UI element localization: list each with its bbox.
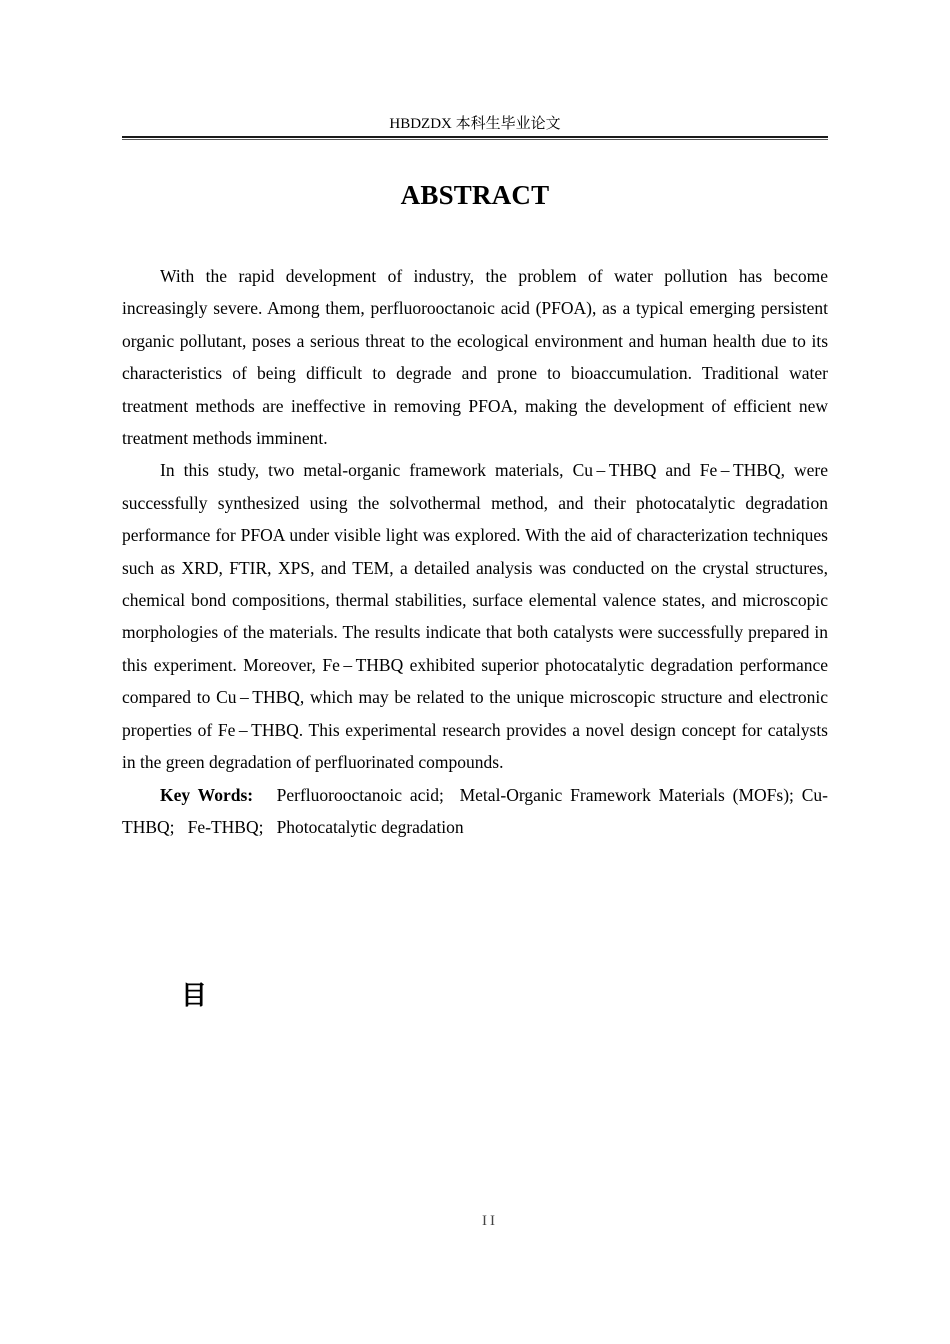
page-number: II — [482, 1213, 498, 1229]
abstract-paragraph-2: In this study, two metal-organic framework materials, Cu – THBQ and Fe – THBQ, were successfully synthesized using the solvothermal method, and their photocatalytic degradation performance for PFOA under visible light was explored. With the aid of characterization techniques such as XRD, FTIR, XPS, and TEM, a detailed analysis was conducted on the crystal structures, chemical bond compositions, thermal stabilities, surface elemental valence states, and microscopic morphologies of the materials. The results indicate that both catalysts were successfully prepared in this experiment. Moreover, Fe – THBQ exhibited superior photocatalytic degradation performance compared to Cu – THBQ, which may be related to the unique microscopic structure and electronic properties of Fe – THBQ. This experimental research provides a novel design concept for catalysts in the green degradation of perfluorinated compounds. — [122, 460, 828, 773]
abstract-body — [122, 260, 828, 843]
keyword-item: Fe-THBQ; — [187, 816, 264, 837]
keywords-paragraph — [122, 779, 828, 844]
keyword-item: Cu-THBQ; — [122, 784, 828, 837]
header-rule-thick — [122, 136, 828, 138]
header-rule — [122, 136, 828, 140]
keyword-item: Perfluorooctanoic acid; — [276, 784, 444, 805]
keywords-label: Key Words: — [160, 784, 254, 805]
table-of-contents-heading: 目 — [181, 981, 208, 1011]
running-header: HBDZDX 本科生毕业论文 — [389, 116, 561, 132]
abstract-paragraph-1: With the rapid development of industry, the problem of water pollution has become increasingly severe. Among them, perfluorooctanoic acid (PFOA), as a typical emerging persistent organic pollutant, poses a serious threat to the ecological environment and human health due to its characteristics of being difficult to degrade and prone to bioaccumulation. Traditional water treatment methods are ineffective in removing PFOA, making the development of efficient new treatment methods imminent. — [122, 266, 828, 449]
header-rule-thin — [122, 139, 828, 140]
keyword-item: Photocatalytic degradation — [276, 816, 464, 837]
abstract-title: ABSTRACT — [400, 180, 550, 210]
keyword-item: Metal-Organic Framework Materials (MOFs); — [459, 784, 794, 805]
